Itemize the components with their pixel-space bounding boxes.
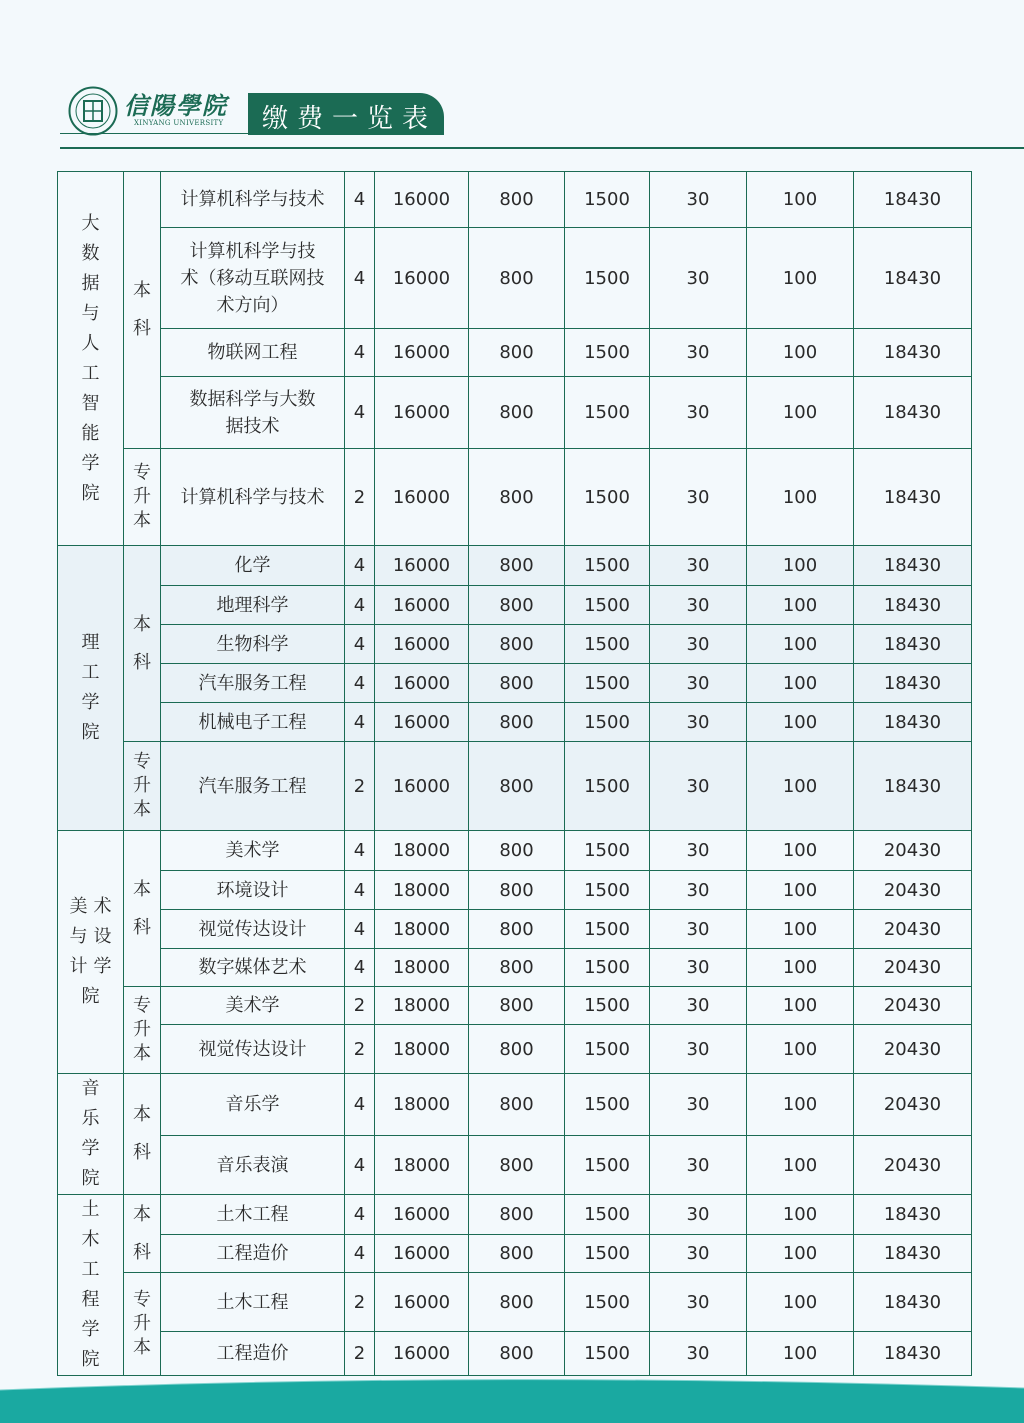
other-fee-cell: 100 <box>747 664 854 703</box>
lodging-fee-cell: 800 <box>469 1025 565 1074</box>
level-name-line: 专 <box>133 462 151 483</box>
level-name-line: 升 <box>133 1019 151 1040</box>
level-name-line: 本 <box>133 613 151 635</box>
lodging-fee-cell: 800 <box>469 1273 565 1332</box>
textbook-fee-cell: 1500 <box>565 703 650 742</box>
insurance-fee-cell: 30 <box>650 987 747 1025</box>
insurance-fee-cell: 30 <box>650 625 747 664</box>
level-name-line: 本 <box>133 280 151 301</box>
textbook-fee-cell: 1500 <box>565 329 650 377</box>
insurance-fee-cell: 30 <box>650 871 747 910</box>
insurance-fee-cell: 30 <box>650 329 747 377</box>
years-cell: 4 <box>345 1074 375 1136</box>
total-fee-cell: 18430 <box>854 329 972 377</box>
college-cell <box>58 1074 124 1195</box>
lodging-fee-cell: 800 <box>469 987 565 1025</box>
other-fee-cell: 100 <box>747 449 854 546</box>
logo-underline <box>60 133 250 134</box>
table-row <box>58 742 972 831</box>
textbook-fee-cell: 1500 <box>565 664 650 703</box>
table-row <box>58 949 972 987</box>
major-cell: 计算机科学与技术 <box>161 449 345 546</box>
insurance-fee-cell: 30 <box>650 1074 747 1136</box>
tuition-cell: 18000 <box>375 1074 469 1136</box>
major-cell <box>161 377 345 449</box>
years-cell: 4 <box>345 831 375 871</box>
lodging-fee-cell: 800 <box>469 664 565 703</box>
years-cell: 4 <box>345 871 375 910</box>
level-name-line: 本 <box>133 878 151 900</box>
insurance-fee-cell: 30 <box>650 172 747 228</box>
other-fee-cell: 100 <box>747 1195 854 1235</box>
total-fee-cell: 18430 <box>854 1273 972 1332</box>
total-fee-cell: 18430 <box>854 228 972 329</box>
table-row <box>58 1136 972 1195</box>
table-row <box>58 329 972 377</box>
insurance-fee-cell: 30 <box>650 742 747 831</box>
other-fee-cell: 100 <box>747 1136 854 1195</box>
major-cell: 音乐表演 <box>161 1136 345 1195</box>
lodging-fee-cell: 800 <box>469 1332 565 1376</box>
college-name-line: 人 工 <box>81 332 106 384</box>
level-cell <box>124 831 161 987</box>
textbook-fee-cell: 1500 <box>565 1136 650 1195</box>
table-row <box>58 228 972 329</box>
table-row <box>58 871 972 910</box>
textbook-fee-cell: 1500 <box>565 546 650 586</box>
table-row <box>58 172 972 228</box>
major-name-line: 术（移动互联网技 <box>180 267 325 289</box>
tuition-cell: 18000 <box>375 871 469 910</box>
years-cell: 4 <box>345 703 375 742</box>
major-name-line: 数据科学与大数 <box>189 388 316 410</box>
level-cell <box>124 1195 161 1273</box>
other-fee-cell: 100 <box>747 703 854 742</box>
level-cell <box>124 546 161 742</box>
other-fee-cell: 100 <box>747 172 854 228</box>
level-name-line: 本 <box>133 1043 151 1064</box>
total-fee-cell: 18430 <box>854 664 972 703</box>
college-name-line: 学 <box>81 692 106 713</box>
textbook-fee-cell: 1500 <box>565 871 650 910</box>
college-name-line: 与设 <box>69 926 118 947</box>
textbook-fee-cell: 1500 <box>565 172 650 228</box>
insurance-fee-cell: 30 <box>650 703 747 742</box>
college-name-line: 学 院 <box>81 452 106 504</box>
table-row <box>58 377 972 449</box>
major-cell: 生物科学 <box>161 625 345 664</box>
insurance-fee-cell: 30 <box>650 1273 747 1332</box>
insurance-fee-cell: 30 <box>650 664 747 703</box>
total-fee-cell: 20430 <box>854 871 972 910</box>
major-cell: 物联网工程 <box>161 329 345 377</box>
table-row <box>58 625 972 664</box>
page-header <box>0 0 1024 150</box>
lodging-fee-cell: 800 <box>469 831 565 871</box>
other-fee-cell: 100 <box>747 586 854 625</box>
major-cell: 机械电子工程 <box>161 703 345 742</box>
tuition-cell: 16000 <box>375 1273 469 1332</box>
major-cell: 环境设计 <box>161 871 345 910</box>
level-cell <box>124 987 161 1074</box>
level-name-line: 科 <box>133 1142 151 1163</box>
tuition-cell: 16000 <box>375 703 469 742</box>
tuition-cell: 16000 <box>375 1235 469 1273</box>
other-fee-cell: 100 <box>747 742 854 831</box>
lodging-fee-cell: 800 <box>469 1195 565 1235</box>
other-fee-cell: 100 <box>747 1025 854 1074</box>
college-name-line: 院 <box>81 986 106 1007</box>
insurance-fee-cell: 30 <box>650 831 747 871</box>
fee-table <box>57 171 972 1376</box>
total-fee-cell: 18430 <box>854 377 972 449</box>
textbook-fee-cell: 1500 <box>565 742 650 831</box>
total-fee-cell: 18430 <box>854 1235 972 1273</box>
lodging-fee-cell: 800 <box>469 1235 565 1273</box>
other-fee-cell: 100 <box>747 871 854 910</box>
footer-wave <box>0 1372 1024 1423</box>
other-fee-cell: 100 <box>747 949 854 987</box>
total-fee-cell: 20430 <box>854 831 972 871</box>
major-cell: 数字媒体艺术 <box>161 949 345 987</box>
insurance-fee-cell: 30 <box>650 1136 747 1195</box>
college-cell <box>58 831 124 1074</box>
major-cell: 地理科学 <box>161 586 345 625</box>
level-name-line: 升 <box>133 1313 151 1334</box>
level-name-line: 升 <box>133 486 151 507</box>
other-fee-cell: 100 <box>747 625 854 664</box>
textbook-fee-cell: 1500 <box>565 949 650 987</box>
table-row <box>58 664 972 703</box>
lodging-fee-cell: 800 <box>469 329 565 377</box>
total-fee-cell: 18430 <box>854 546 972 586</box>
page-title: 缴费一览表 <box>262 104 438 134</box>
college-name-line: 工 程 <box>81 1259 106 1310</box>
table-row <box>58 1025 972 1074</box>
college-name-line: 院 <box>81 722 106 743</box>
college-name-line: 智 能 <box>81 392 106 444</box>
total-fee-cell: 18430 <box>854 1195 972 1235</box>
major-cell: 汽车服务工程 <box>161 742 345 831</box>
tuition-cell: 16000 <box>375 329 469 377</box>
college-cell <box>58 546 124 831</box>
insurance-fee-cell: 30 <box>650 449 747 546</box>
years-cell: 4 <box>345 329 375 377</box>
level-cell <box>124 742 161 831</box>
college-name-line: 工 <box>81 662 106 683</box>
table-row <box>58 1195 972 1235</box>
college-name-line: 计学 <box>69 956 118 977</box>
total-fee-cell: 18430 <box>854 742 972 831</box>
other-fee-cell: 100 <box>747 910 854 949</box>
years-cell: 4 <box>345 949 375 987</box>
insurance-fee-cell: 30 <box>650 949 747 987</box>
major-cell <box>161 228 345 329</box>
years-cell: 2 <box>345 742 375 831</box>
other-fee-cell: 100 <box>747 831 854 871</box>
lodging-fee-cell: 800 <box>469 625 565 664</box>
level-name-line: 专 <box>133 751 151 772</box>
lodging-fee-cell: 800 <box>469 586 565 625</box>
major-cell: 视觉传达设计 <box>161 1025 345 1074</box>
other-fee-cell: 100 <box>747 1074 854 1136</box>
tuition-cell: 16000 <box>375 742 469 831</box>
college-name-line: 据 与 <box>81 272 106 324</box>
total-fee-cell: 20430 <box>854 987 972 1025</box>
insurance-fee-cell: 30 <box>650 1025 747 1074</box>
textbook-fee-cell: 1500 <box>565 1332 650 1376</box>
level-name-line: 科 <box>133 651 151 673</box>
textbook-fee-cell: 1500 <box>565 586 650 625</box>
years-cell: 4 <box>345 664 375 703</box>
school-name-cn: 信陽學院 <box>124 91 228 120</box>
level-name-line: 专 <box>133 995 151 1016</box>
level-name-line: 本 <box>133 1337 151 1358</box>
years-cell: 4 <box>345 377 375 449</box>
tuition-cell: 18000 <box>375 1025 469 1074</box>
lodging-fee-cell: 800 <box>469 228 565 329</box>
textbook-fee-cell: 1500 <box>565 1195 650 1235</box>
college-cell <box>58 1195 124 1376</box>
level-name-line: 本 <box>133 1203 151 1225</box>
level-name-line: 本 <box>133 1104 151 1125</box>
lodging-fee-cell: 800 <box>469 172 565 228</box>
lodging-fee-cell: 800 <box>469 742 565 831</box>
total-fee-cell: 20430 <box>854 1136 972 1195</box>
university-seal-icon <box>68 86 118 136</box>
lodging-fee-cell: 800 <box>469 703 565 742</box>
insurance-fee-cell: 30 <box>650 1195 747 1235</box>
years-cell: 2 <box>345 1332 375 1376</box>
college-name-line: 音 乐 <box>81 1078 106 1129</box>
level-cell <box>124 1074 161 1195</box>
lodging-fee-cell: 800 <box>469 546 565 586</box>
total-fee-cell: 18430 <box>854 172 972 228</box>
tuition-cell: 16000 <box>375 172 469 228</box>
textbook-fee-cell: 1500 <box>565 1074 650 1136</box>
textbook-fee-cell: 1500 <box>565 1273 650 1332</box>
major-cell: 化学 <box>161 546 345 586</box>
other-fee-cell: 100 <box>747 987 854 1025</box>
lodging-fee-cell: 800 <box>469 949 565 987</box>
years-cell: 4 <box>345 910 375 949</box>
textbook-fee-cell: 1500 <box>565 228 650 329</box>
years-cell: 2 <box>345 449 375 546</box>
lodging-fee-cell: 800 <box>469 871 565 910</box>
tuition-cell: 18000 <box>375 910 469 949</box>
other-fee-cell: 100 <box>747 546 854 586</box>
level-cell <box>124 172 161 449</box>
college-name-line: 大 数 <box>81 212 106 264</box>
tuition-cell: 18000 <box>375 831 469 871</box>
level-name-line: 本 <box>133 510 151 531</box>
college-name-line: 美术 <box>69 896 118 917</box>
table-row <box>58 831 972 871</box>
major-cell: 美术学 <box>161 987 345 1025</box>
total-fee-cell: 20430 <box>854 1025 972 1074</box>
tuition-cell: 16000 <box>375 377 469 449</box>
level-name-line: 本 <box>133 799 151 820</box>
level-name-line: 升 <box>133 775 151 796</box>
table-row <box>58 1273 972 1332</box>
other-fee-cell: 100 <box>747 377 854 449</box>
college-name-line: 学 院 <box>81 1138 106 1189</box>
table-row <box>58 546 972 586</box>
major-cell: 土木工程 <box>161 1273 345 1332</box>
major-cell: 视觉传达设计 <box>161 910 345 949</box>
tuition-cell: 16000 <box>375 449 469 546</box>
years-cell: 4 <box>345 228 375 329</box>
table-row <box>58 1235 972 1273</box>
header-divider <box>60 147 1024 149</box>
total-fee-cell: 20430 <box>854 949 972 987</box>
fee-table-body <box>58 172 972 1376</box>
insurance-fee-cell: 30 <box>650 546 747 586</box>
textbook-fee-cell: 1500 <box>565 987 650 1025</box>
major-cell: 工程造价 <box>161 1332 345 1376</box>
total-fee-cell: 18430 <box>854 1332 972 1376</box>
years-cell: 2 <box>345 1025 375 1074</box>
college-name-line: 理 <box>81 632 106 653</box>
total-fee-cell: 20430 <box>854 910 972 949</box>
level-cell <box>124 1273 161 1376</box>
tuition-cell: 16000 <box>375 1332 469 1376</box>
lodging-fee-cell: 800 <box>469 1136 565 1195</box>
school-name-en: XINYANG UNIVERSITY <box>134 119 224 127</box>
textbook-fee-cell: 1500 <box>565 377 650 449</box>
total-fee-cell: 18430 <box>854 449 972 546</box>
major-name-line: 据技术 <box>225 415 280 437</box>
years-cell: 4 <box>345 1235 375 1273</box>
tuition-cell: 18000 <box>375 1136 469 1195</box>
other-fee-cell: 100 <box>747 1273 854 1332</box>
textbook-fee-cell: 1500 <box>565 1235 650 1273</box>
years-cell: 4 <box>345 546 375 586</box>
other-fee-cell: 100 <box>747 228 854 329</box>
table-row <box>58 1332 972 1376</box>
lodging-fee-cell: 800 <box>469 1074 565 1136</box>
years-cell: 4 <box>345 625 375 664</box>
lodging-fee-cell: 800 <box>469 377 565 449</box>
tuition-cell: 16000 <box>375 1195 469 1235</box>
major-cell: 工程造价 <box>161 1235 345 1273</box>
lodging-fee-cell: 800 <box>469 910 565 949</box>
total-fee-cell: 20430 <box>854 1074 972 1136</box>
other-fee-cell: 100 <box>747 329 854 377</box>
insurance-fee-cell: 30 <box>650 586 747 625</box>
college-name-line: 土 木 <box>81 1199 106 1250</box>
other-fee-cell: 100 <box>747 1332 854 1376</box>
years-cell: 4 <box>345 172 375 228</box>
textbook-fee-cell: 1500 <box>565 625 650 664</box>
tuition-cell: 18000 <box>375 949 469 987</box>
total-fee-cell: 18430 <box>854 586 972 625</box>
years-cell: 4 <box>345 1195 375 1235</box>
major-cell: 计算机科学与技术 <box>161 172 345 228</box>
table-row <box>58 987 972 1025</box>
textbook-fee-cell: 1500 <box>565 1025 650 1074</box>
level-cell <box>124 449 161 546</box>
college-name-line: 学 院 <box>81 1319 106 1370</box>
table-row <box>58 703 972 742</box>
level-name-line: 科 <box>133 1241 151 1263</box>
total-fee-cell: 18430 <box>854 625 972 664</box>
insurance-fee-cell: 30 <box>650 228 747 329</box>
table-row <box>58 1074 972 1136</box>
major-cell: 音乐学 <box>161 1074 345 1136</box>
level-name-line: 科 <box>133 318 151 339</box>
tuition-cell: 16000 <box>375 664 469 703</box>
tuition-cell: 16000 <box>375 586 469 625</box>
level-name-line: 专 <box>133 1289 151 1310</box>
major-cell: 土木工程 <box>161 1195 345 1235</box>
tuition-cell: 16000 <box>375 625 469 664</box>
years-cell: 2 <box>345 987 375 1025</box>
insurance-fee-cell: 30 <box>650 1332 747 1376</box>
tuition-cell: 16000 <box>375 228 469 329</box>
other-fee-cell: 100 <box>747 1235 854 1273</box>
table-row <box>58 910 972 949</box>
years-cell: 4 <box>345 1136 375 1195</box>
table-row <box>58 586 972 625</box>
years-cell: 2 <box>345 1273 375 1332</box>
insurance-fee-cell: 30 <box>650 377 747 449</box>
lodging-fee-cell: 800 <box>469 449 565 546</box>
college-cell <box>58 172 124 546</box>
insurance-fee-cell: 30 <box>650 1235 747 1273</box>
total-fee-cell: 18430 <box>854 703 972 742</box>
major-name-line: 术方向） <box>216 294 289 316</box>
major-cell: 汽车服务工程 <box>161 664 345 703</box>
textbook-fee-cell: 1500 <box>565 831 650 871</box>
table-row <box>58 449 972 546</box>
tuition-cell: 16000 <box>375 546 469 586</box>
level-name-line: 科 <box>133 916 151 938</box>
insurance-fee-cell: 30 <box>650 910 747 949</box>
tuition-cell: 18000 <box>375 987 469 1025</box>
years-cell: 4 <box>345 586 375 625</box>
textbook-fee-cell: 1500 <box>565 910 650 949</box>
major-name-line: 计算机科学与技 <box>189 240 316 262</box>
textbook-fee-cell: 1500 <box>565 449 650 546</box>
major-cell: 美术学 <box>161 831 345 871</box>
